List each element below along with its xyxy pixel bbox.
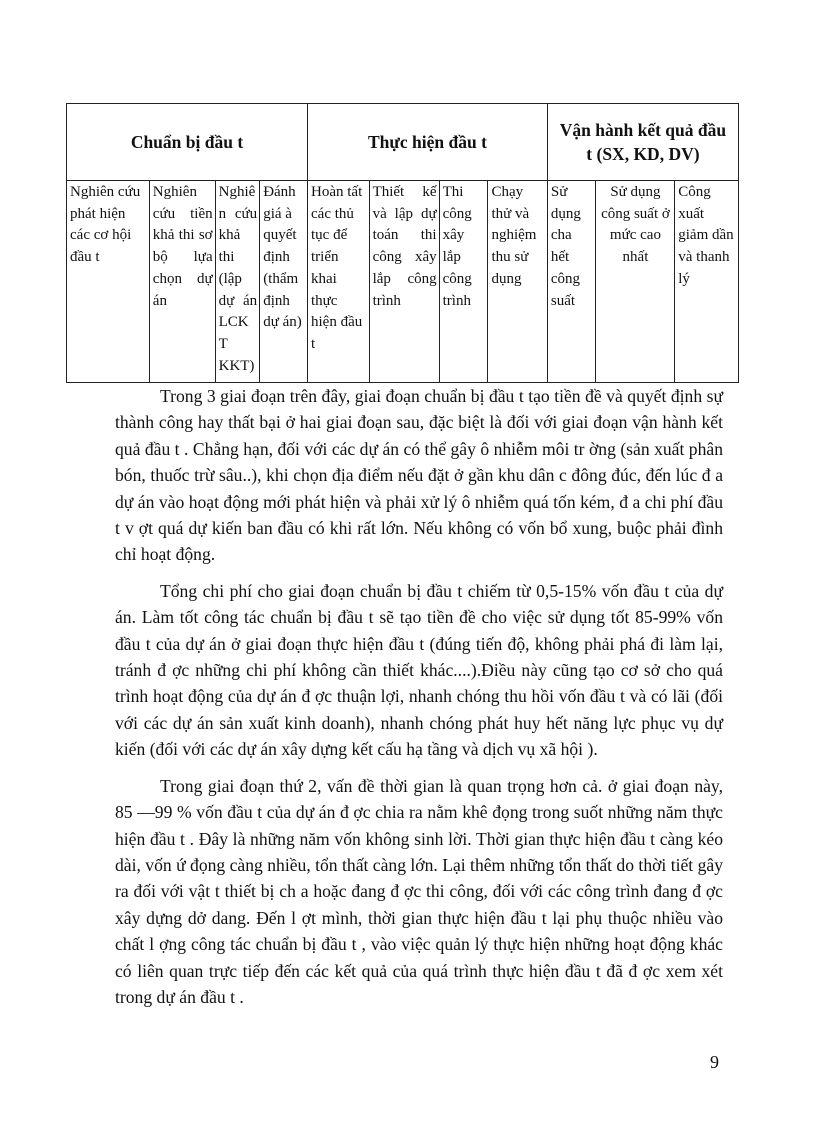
paragraph-3: Trong giai đoạn thứ 2, vấn đề thời gian là quan trọng hơn cả. ở giai đoạn này, 85 —99 % vốn đầu t của dự án đ ợc chia ra nằm khê đọng trong suốt những năm thực hiện đầu t . Đây là những năm vốn không sinh lời. Thời gian thực hiện đầu t càng kéo dài, vốn ứ đọng càng nhiều, tổn thất càng lớn. Lại thêm những tổn thất do thời tiết gây ra đối với vật t thiết bị ch a hoặc đang đ ợc thi công, đối với các công trình đang đ ợc xây dựng dở dang. Đến l ợt mình, thời gian thực hiện đầu t lại phụ thuộc nhiều vào chất l ợng công tác chuẩn bị đầu t , vào việc quản lý thực hiện những hoạt động khác có liên quan trực tiếp đến các kết quả của quá trình thực hiện đầu t đã đ ợc xem xét trong dự án đầu t . xyxy=(115,775,723,1007)
cell-appraisal: Đánh giá à quyết định (thẩm định dự án) xyxy=(260,181,308,383)
cell-full-capacity: Sử dụng công suất ở mức cao nhất xyxy=(595,181,675,383)
cell-opportunity-study: Nghiên cứu phát hiện các cơ hội đầu t xyxy=(67,181,150,383)
cell-partial-capacity: Sử dụng cha hết công suất xyxy=(547,181,595,383)
header-operation: Vận hành kết quả đầu t (SX, KD, DV) xyxy=(547,104,738,181)
investment-phases-table xyxy=(66,103,739,383)
cell-construction: Thi công xây lắp công trình xyxy=(439,181,488,383)
cell-decline: Công xuất giảm dần và thanh lý xyxy=(675,181,739,383)
paragraph-2: Tổng chi phí cho giai đoạn chuẩn bị đầu t chiếm từ 0,5-15% vốn đầu t của dự án. Làm tốt công tác chuẩn bị đầu t sẽ tạo tiền đề cho việc sử dụng tốt 85-99% vốn đầu t của dự án ở giai đoạn thực hiện đầu t (đúng tiến độ, không phải phá đi làm lại, tránh đ ợc những chi phí không cần thiết khác....).Điều này cũng tạo cơ sở cho quá trình hoạt động của dự án đ ợc thuận lợi, nhanh chóng thu hồi vốn đầu t và có lãi (đối với các dự án sản xuất kinh doanh), nhanh chóng phát huy hết năng lực phục vụ dự kiến (đối với các dự án xây dựng kết cấu hạ tầng và dịch vụ xã hội ). xyxy=(115,580,723,760)
cell-trial-run: Chạy thử và nghiệm thu sử dụng xyxy=(488,181,547,383)
cell-feasibility: Nghiên cứu khả thi (lập dự án LCKT KKT) xyxy=(215,181,260,383)
cell-procedures: Hoàn tất các thủ tục để triển khai thực hiện đầu t xyxy=(308,181,370,383)
cell-design: Thiết kế và lập dự toán thi công xây lắp công trình xyxy=(369,181,439,383)
paragraph-1: Trong 3 giai đoạn trên đây, giai đoạn chuẩn bị đầu t tạo tiền đề và quyết định sự thành công hay thất bại ở hai giai đoạn sau, đặc biệt là đối với giai đoạn vận hành kết quả đầu t . Chẳng hạn, đối với các dự án có thể gây ô nhiễm môi tr ờng (sản xuất phân bón, thuốc trừ sâu..), khi chọn địa điểm nếu đặt ở gần khu dân c đông đúc, đến lúc đ a dự án vào hoạt động mới phát hiện và phải xử lý ô nhiễm quá tốn kém, đ a chi phí đầu t v ợt quá dự kiến ban đầu có khi rất lớn. Nếu không có vốn bổ xung, buộc phải đình chỉ hoạt động. xyxy=(115,386,723,565)
cell-prefeasibility: Nghiên cứu tiền khả thi sơ bộ lựa chọn dự án xyxy=(149,181,215,383)
header-preparation: Chuẩn bị đầu t xyxy=(67,104,308,181)
body-text xyxy=(115,383,723,1020)
page-number: 9 xyxy=(710,1052,719,1072)
header-implementation: Thực hiện đầu t xyxy=(308,104,548,181)
